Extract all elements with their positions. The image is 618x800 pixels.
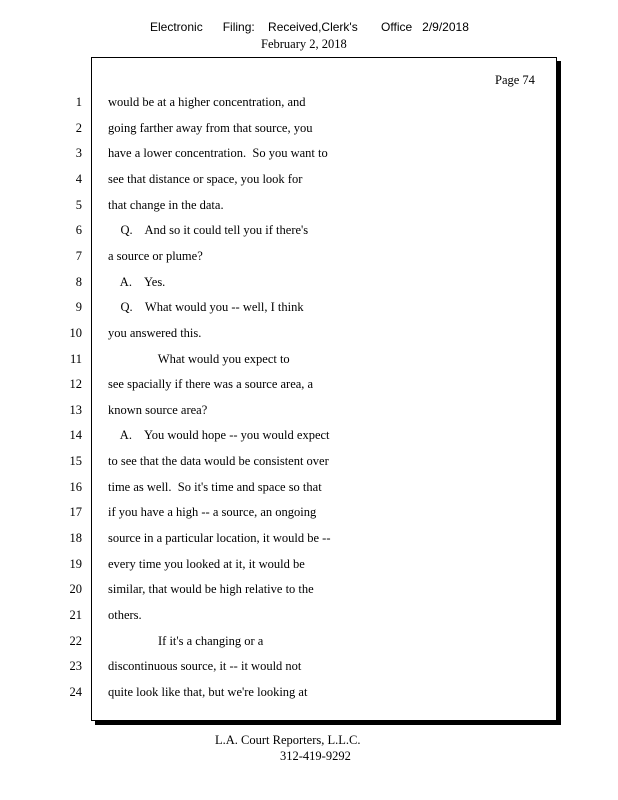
filing-stamp: Electronic Filing: Received,Clerk's Office 2/9/2018: [150, 20, 469, 34]
line-number: 11: [69, 352, 82, 366]
line-number: 17: [69, 505, 82, 519]
line-number: 18: [69, 531, 82, 545]
transcript-line: Q. And so it could tell you if there's: [108, 223, 309, 237]
line-number: 23: [69, 659, 82, 673]
transcript-line: see spacially if there was a source area, a: [108, 377, 314, 391]
transcript-line: you answered this.: [108, 326, 202, 340]
transcript-line: What would you expect to: [108, 352, 290, 366]
transcript-line: source in a particular location, it would be --: [108, 531, 331, 545]
footer-phone: 312-419-9292: [280, 749, 351, 763]
transcript-line: that change in the data.: [108, 198, 224, 212]
line-number: 16: [69, 480, 82, 494]
line-number: 7: [75, 249, 82, 263]
transcript-line: would be at a higher concentration, and: [108, 95, 306, 109]
transcript-line: known source area?: [108, 403, 208, 417]
transcript-line: Q. What would you -- well, I think: [108, 300, 304, 314]
transcript-line: time as well. So it's time and space so that: [108, 480, 322, 494]
transcript-line: see that distance or space, you look for: [108, 172, 303, 186]
line-number: 6: [75, 223, 82, 237]
transcript-line: A. You would hope -- you would expect: [108, 428, 330, 442]
transcript-line: similar, that would be high relative to the: [108, 582, 314, 596]
footer-company: L.A. Court Reporters, L.L.C.: [215, 733, 361, 747]
line-number: 9: [75, 300, 82, 314]
line-number: 15: [69, 454, 82, 468]
line-number: 10: [69, 326, 82, 340]
line-number: 13: [69, 403, 82, 417]
transcript-line: have a lower concentration. So you want to: [108, 146, 328, 160]
line-number: 3: [75, 146, 82, 160]
transcript-line: if you have a high -- a source, an ongoing: [108, 505, 317, 519]
page-number: Page 74: [495, 73, 535, 87]
line-number: 24: [69, 685, 82, 699]
line-number: 20: [69, 582, 82, 596]
line-number: 4: [75, 172, 82, 186]
line-number: 2: [75, 121, 82, 135]
line-number: 1: [75, 95, 82, 109]
transcript-line: to see that the data would be consistent over: [108, 454, 329, 468]
transcript-line: quite look like that, but we're looking at: [108, 685, 308, 699]
line-number: 12: [69, 377, 82, 391]
transcript-line: going farther away from that source, you: [108, 121, 313, 135]
transcript-line: A. Yes.: [108, 275, 166, 289]
transcript-line: If it's a changing or a: [108, 634, 264, 648]
transcript-line: every time you looked at it, it would be: [108, 557, 305, 571]
line-number: 22: [69, 634, 82, 648]
transcript-line: others.: [108, 608, 142, 622]
transcript-line: a source or plume?: [108, 249, 203, 263]
line-number: 14: [69, 428, 82, 442]
line-number: 21: [69, 608, 82, 622]
transcript-line: discontinuous source, it -- it would not: [108, 659, 302, 673]
line-number: 5: [75, 198, 82, 212]
filing-date: February 2, 2018: [261, 37, 347, 51]
line-number: 8: [75, 275, 82, 289]
line-number: 19: [69, 557, 82, 571]
